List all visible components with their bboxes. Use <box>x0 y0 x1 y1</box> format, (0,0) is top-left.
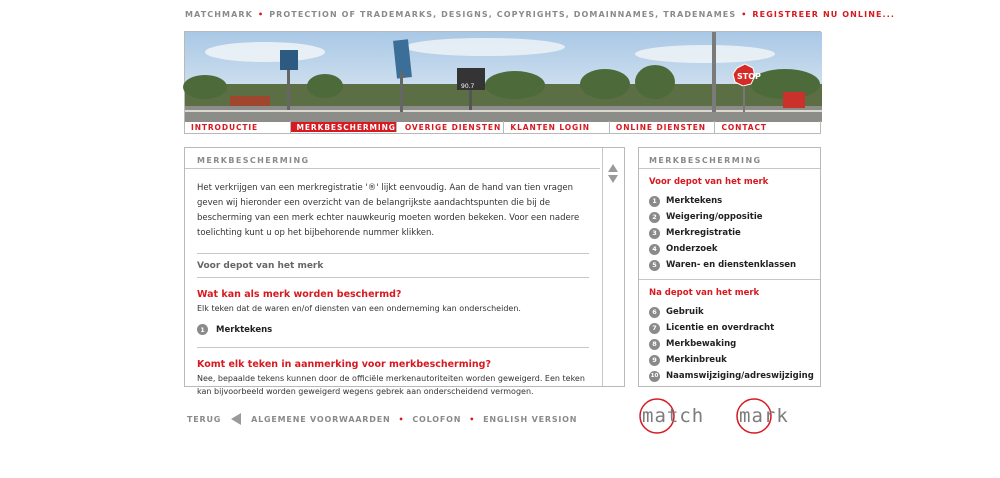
separator-dot: • <box>741 10 748 19</box>
scroll-down-icon[interactable] <box>608 175 618 183</box>
side-menu-panel <box>638 147 821 387</box>
side-item-label: Licentie en overdracht <box>666 323 775 333</box>
side-item[interactable] <box>649 336 820 352</box>
number-badge: 10 <box>649 371 660 382</box>
numbered-link-merktekens[interactable] <box>197 324 589 348</box>
side-item[interactable] <box>649 257 820 273</box>
tagline: PROTECTION OF TRADEMARKS, DESIGNS, COPYRIGHTS, DOMAINNAMES, TRADENAMES <box>269 10 737 19</box>
nav-klanten-login[interactable]: KLANTEN LOGIN <box>504 121 610 133</box>
side-item[interactable] <box>649 320 820 336</box>
scrollable-content[interactable] <box>185 170 601 396</box>
side-item[interactable] <box>649 304 820 320</box>
register-online-link[interactable]: REGISTREER NU ONLINE... <box>752 10 895 19</box>
answer-text: Elk teken dat de waren en/of diensten van een onderneming kan onderscheiden. <box>197 304 521 313</box>
side-item[interactable] <box>649 225 820 241</box>
side-section-heading: Voor depot van het merk <box>649 177 769 187</box>
header-photo-banner <box>184 31 821 121</box>
side-item[interactable] <box>649 352 820 368</box>
nav-contact[interactable]: CONTACT <box>721 123 767 132</box>
nav-overige-diensten[interactable]: OVERIGE DIENSTEN <box>399 121 505 133</box>
number-badge: 5 <box>649 260 660 271</box>
english-version-link[interactable]: ENGLISH VERSION <box>483 414 578 424</box>
number-badge: 2 <box>649 212 660 223</box>
intro-text: Het verkrijgen van een merkregistratie '®' lijkt eenvoudig. Aan de hand van tien vragen geven wij hieronder een overzicht van de belangrijkste aandachtspunten die bij de bescherming van een merk echter nauwkeurig moeten worden bekeken. Voor een nadere toelichting kunt u op het bijbehorende nummer klikken. <box>197 181 589 254</box>
logo-text-mark: mark <box>739 405 789 427</box>
separator-dot: • <box>398 414 405 424</box>
separator-dot: • <box>257 10 265 19</box>
number-badge: 1 <box>649 196 660 207</box>
side-item-label: Naamswijziging/adreswijziging <box>666 371 814 381</box>
side-section-heading: Na depot van het merk <box>649 288 760 298</box>
number-badge: 3 <box>649 228 660 239</box>
nav-merkbescherming[interactable]: MERKBESCHERMING <box>291 122 397 132</box>
side-item-label: Merkbewaking <box>666 339 737 349</box>
question-heading: Komt elk teken in aanmerking voor merkbescherming? <box>197 359 491 370</box>
matchmark-logo <box>638 398 823 436</box>
stop-sign-text: STOP <box>737 72 761 81</box>
side-item-label: Gebruik <box>666 307 704 317</box>
number-badge: 8 <box>649 339 660 350</box>
number-badge: 4 <box>649 244 660 255</box>
question-heading: Wat kan als merk worden beschermd? <box>197 289 402 300</box>
back-arrow-icon[interactable] <box>231 413 241 425</box>
terms-link[interactable]: ALGEMENE VOORWAARDEN <box>251 414 391 424</box>
number-badge: 1 <box>197 324 208 335</box>
number-badge: 6 <box>649 307 660 318</box>
section-subheading: Voor depot van het merk <box>197 254 589 278</box>
side-section-na-depot <box>639 279 820 390</box>
side-item-label: Merkinbreuk <box>666 355 727 365</box>
logo-text-match: match <box>642 405 705 427</box>
top-bar <box>185 10 895 19</box>
billboard-text: 90.7 <box>461 83 475 90</box>
side-section-voor-depot <box>639 169 820 279</box>
side-item-label: Merktekens <box>666 196 723 206</box>
scroll-controls <box>602 148 624 386</box>
numbered-link-label: Merktekens <box>216 324 273 335</box>
nav-online-diensten[interactable]: ONLINE DIENSTEN <box>610 121 716 133</box>
footer-links <box>187 413 577 425</box>
side-item-label: Weigering/oppositie <box>666 212 763 222</box>
side-item-label: Merkregistratie <box>666 228 741 238</box>
scroll-up-icon[interactable] <box>608 164 618 172</box>
answer-text: Nee, bepaalde tekens kunnen door de officiële merkenautoriteiten worden geweigerd. Een teken kan bijvoorbeeld worden geweigerd wegens gebrek aan onderscheidend vermogen. <box>197 374 585 396</box>
side-item[interactable] <box>649 241 820 257</box>
road-scene-image <box>185 32 822 122</box>
side-item[interactable] <box>649 209 820 225</box>
colofon-link[interactable]: COLOFON <box>412 414 462 424</box>
number-badge: 9 <box>649 355 660 366</box>
nav-introductie[interactable]: INTRODUCTIE <box>185 121 291 133</box>
main-panel-title: MERKBESCHERMING <box>185 148 600 169</box>
main-content-panel <box>184 147 625 396</box>
side-item-label: Waren- en dienstenklassen <box>666 260 797 270</box>
main-navigation <box>184 121 821 134</box>
side-item[interactable] <box>649 368 820 384</box>
side-panel-title: MERKBESCHERMING <box>639 148 820 169</box>
brand-name: MATCHMARK <box>185 10 253 19</box>
side-item[interactable] <box>649 193 820 209</box>
back-link[interactable]: TERUG <box>187 414 222 424</box>
separator-dot: • <box>469 414 476 424</box>
side-item-label: Onderzoek <box>666 244 718 254</box>
number-badge: 7 <box>649 323 660 334</box>
